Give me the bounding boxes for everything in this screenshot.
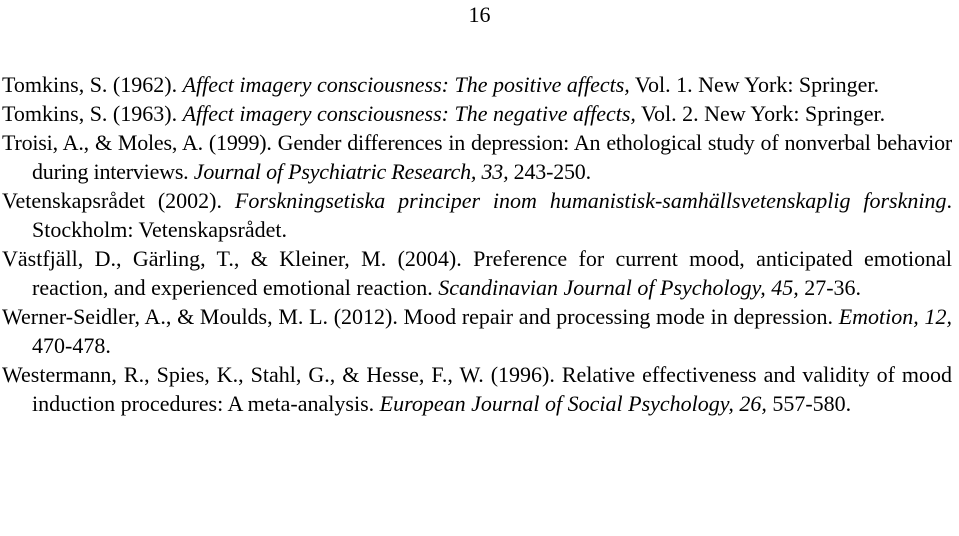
reference-entry bbox=[2, 70, 952, 99]
reference-entry bbox=[2, 99, 952, 128]
reference-entry bbox=[2, 186, 952, 244]
reference-text: Werner-Seidler, A., & Moulds, M. L. (2012). Mood repair and processing mode in depression. bbox=[2, 304, 839, 329]
reference-source-title: Scandinavian Journal of Psychology, 45, bbox=[438, 275, 799, 300]
reference-text: 243-250. bbox=[508, 159, 591, 184]
reference-source-title: European Journal of Social Psychology, 26, bbox=[379, 391, 767, 416]
reference-text: . Stockholm: Vetenskapsrådet. bbox=[32, 188, 952, 242]
reference-text: Troisi, A., & Moles, A. (1999). Gender differences in depression: An ethological study of nonverbal behavior during interviews. bbox=[2, 130, 952, 184]
reference-text: Tomkins, S. (1963). bbox=[2, 101, 183, 126]
reference-text: 470-478. bbox=[32, 333, 111, 358]
reference-entry bbox=[2, 244, 952, 302]
reference-source-title: Journal of Psychiatric Research, 33, bbox=[193, 159, 509, 184]
reference-text: Västfjäll, D., Gärling, T., & Kleiner, M. (2004). Preference for current mood, anticipated emotional reaction, and experienced emotional reaction. bbox=[2, 246, 952, 300]
reference-text: Westermann, R., Spies, K., Stahl, G., & Hesse, F., W. (1996). Relative effectiveness and validity of mood induction procedures: A meta-analysis. bbox=[2, 362, 952, 416]
reference-list bbox=[2, 70, 952, 418]
reference-text: Vol. 1. New York: Springer. bbox=[629, 72, 879, 97]
reference-text: 557-580. bbox=[766, 391, 852, 416]
reference-text: Vetenskapsrådet (2002). bbox=[2, 188, 235, 213]
reference-text: Vol. 2. New York: Springer. bbox=[635, 101, 886, 126]
reference-entry bbox=[2, 128, 952, 186]
reference-text: 27-36. bbox=[798, 275, 862, 300]
reference-source-title: Affect imagery consciousness: The negative affects, bbox=[182, 101, 636, 126]
reference-entry bbox=[2, 302, 952, 360]
reference-source-title: Forskningsetiska principer inom humanistisk-samhällsvetenskaplig forskning bbox=[234, 188, 947, 213]
reference-source-title: Emotion, 12, bbox=[838, 304, 952, 329]
reference-entry bbox=[2, 360, 952, 418]
reference-source-title: Affect imagery consciousness: The positive affects, bbox=[182, 72, 630, 97]
page-number: 16 bbox=[468, 2, 491, 27]
reference-text: Tomkins, S. (1962). bbox=[2, 72, 183, 97]
